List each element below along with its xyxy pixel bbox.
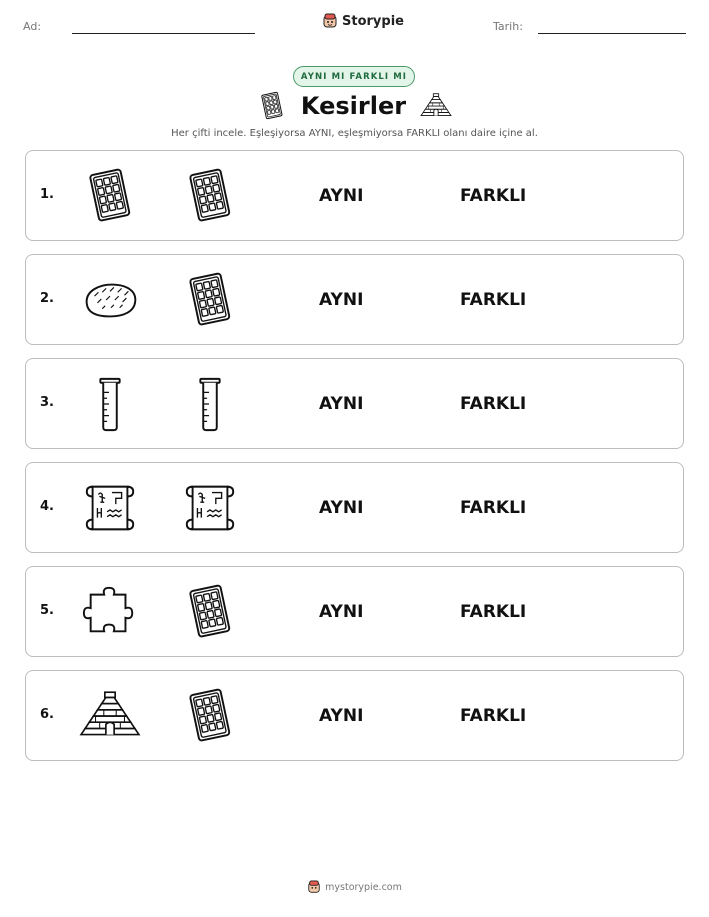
different-option[interactable]: FARKLI (460, 602, 527, 622)
different-option[interactable]: FARKLI (460, 186, 527, 206)
storypie-mascot-icon (322, 13, 338, 29)
worksheet-type-badge: AYNI MI FARKLI MI (293, 66, 415, 87)
date-field[interactable] (538, 33, 686, 34)
chocolate-bar-icon (179, 165, 241, 227)
question-row (25, 462, 684, 553)
question-row (25, 670, 684, 761)
question-number: 2. (40, 291, 54, 306)
footer-site-link[interactable]: mystorypie.com (325, 881, 402, 893)
question-row (25, 254, 684, 345)
name-label: Ad: (23, 20, 42, 33)
question-number: 3. (40, 395, 54, 410)
chocolate-bar-icon (179, 685, 241, 747)
different-option[interactable]: FARKLI (460, 498, 527, 518)
instructions: Her çifti incele. Eşleşiyorsa AYNI, eşleşmiyorsa FARKLI olanı daire içine al. (171, 128, 538, 139)
footer (0, 880, 709, 894)
question-number: 6. (40, 707, 54, 722)
brand-logo (322, 13, 404, 29)
name-field[interactable] (72, 33, 255, 34)
same-option[interactable]: AYNI (319, 290, 364, 310)
same-option[interactable]: AYNI (319, 706, 364, 726)
question-number: 5. (40, 603, 54, 618)
chocolate-bar-icon (179, 581, 241, 643)
step-pyramid-icon (420, 90, 452, 122)
brand-name: Storypie (342, 13, 404, 29)
question-row (25, 358, 684, 449)
question-number: 1. (40, 187, 54, 202)
chocolate-bar-icon (179, 269, 241, 331)
measuring-cylinder-icon (79, 373, 141, 435)
different-option[interactable]: FARKLI (460, 394, 527, 414)
different-option[interactable]: FARKLI (460, 290, 527, 310)
page-title: Kesirler (300, 92, 407, 120)
measuring-cylinder-icon (179, 373, 241, 435)
papyrus-scroll-icon (179, 477, 241, 539)
same-option[interactable]: AYNI (319, 186, 364, 206)
title-row (0, 90, 709, 122)
chocolate-bar-icon (257, 91, 287, 121)
puzzle-piece-icon (79, 581, 141, 643)
different-option[interactable]: FARKLI (460, 706, 527, 726)
question-row (25, 150, 684, 241)
same-option[interactable]: AYNI (319, 394, 364, 414)
papyrus-scroll-icon (79, 477, 141, 539)
same-option[interactable]: AYNI (319, 498, 364, 518)
storypie-mascot-icon (307, 880, 321, 894)
question-number: 4. (40, 499, 54, 514)
step-pyramid-icon (79, 685, 141, 747)
date-label: Tarih: (493, 20, 523, 33)
question-row (25, 566, 684, 657)
same-option[interactable]: AYNI (319, 602, 364, 622)
bread-loaf-icon (79, 269, 141, 331)
chocolate-bar-icon (79, 165, 141, 227)
